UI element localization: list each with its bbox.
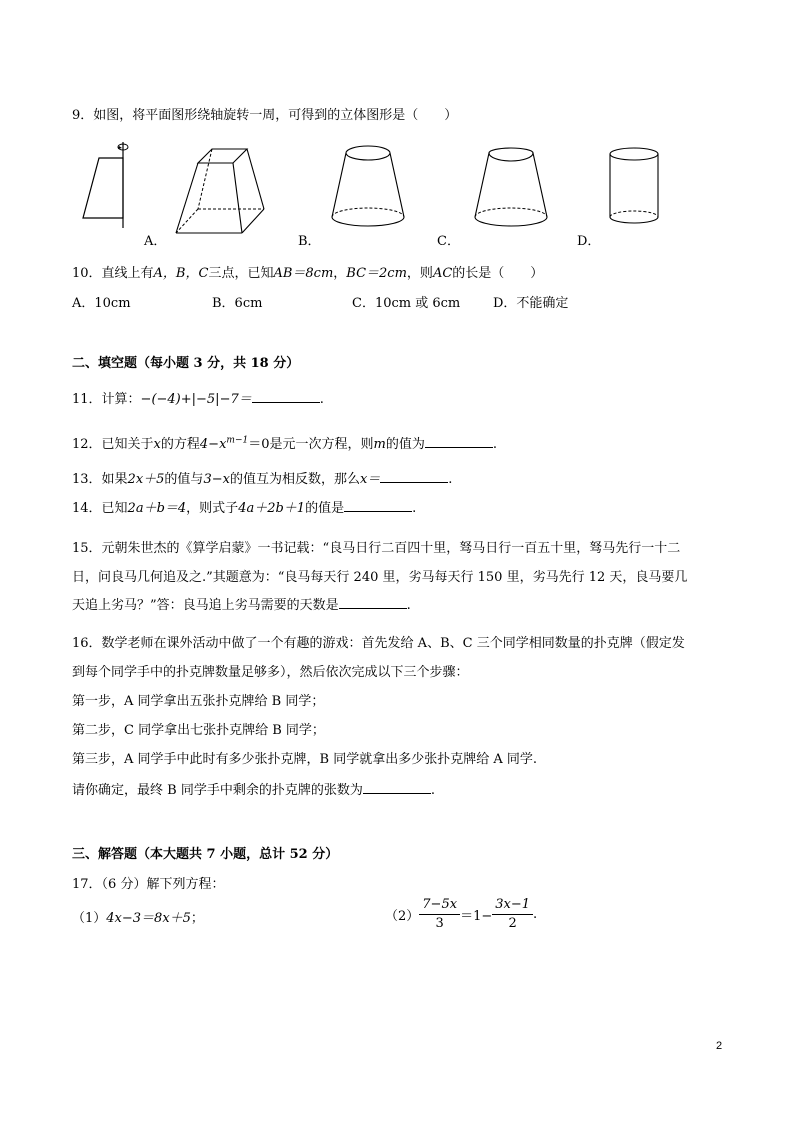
q9-option-c: C．	[437, 234, 460, 249]
q10-option-b: B．6cm	[212, 296, 263, 311]
page-number: 2	[716, 1040, 723, 1052]
q9-option-b: B．	[298, 234, 321, 249]
cylinder-figure	[606, 145, 662, 231]
q10-option-a: A．10cm	[72, 296, 131, 311]
q16-line-2: 到每个同学手中的扑克牌数量足够多），然后依次完成以下三个步骤：	[72, 665, 469, 680]
truncated-cone-up-figure	[327, 142, 409, 232]
q13: 13．如果2x＋5的值与3−x的值互为相反数，那么x＝ .	[72, 472, 453, 487]
q17-fraction-2: $\frac{3x-1}{2}$	[492, 896, 533, 933]
q10-option-d: D．不能确定	[493, 296, 569, 311]
q12: 12．已知关于x的方程$4-x^{m-1}=0$是元一次方程，则m的值为 .	[72, 435, 497, 452]
q15-line-2: 日，问良马几何追及之.”其题意为：“良马每天行 240 里，劣马每天行 150 里，劣马先行 12 天，良马要几	[72, 570, 688, 585]
q13-answer-blank	[380, 470, 448, 483]
q17-stem: 17．（6 分）解下列方程：	[72, 877, 225, 892]
q16-step-1: 第一步，A 同学拿出五张扑克牌给 B 同学；	[72, 694, 325, 709]
q9-option-d: D．	[577, 234, 601, 249]
q12-answer-blank	[425, 435, 493, 448]
q16-ask: 请你确定，最终 B 同学手中剩余的扑克牌的张数为 .	[72, 783, 435, 798]
rotating-trapezoid-figure	[78, 138, 138, 230]
q16-line-1: 16．数学老师在课外活动中做了一个有趣的游戏：首先发给 A、B、C 三个同学相同数量的扑克牌（假定发	[72, 636, 685, 651]
q9-option-a: A．	[144, 234, 167, 249]
q15-line-3: 天追上劣马？”答：良马追上劣马需要的天数是 .	[72, 598, 411, 613]
section-2-title: 二、填空题（每小题 3 分，共 18 分）	[72, 356, 300, 371]
q11-answer-blank	[252, 390, 320, 403]
q10-option-c: C．10cm 或 6cm	[352, 296, 461, 311]
q17-part-1: （1）4x−3＝8x＋5；	[72, 911, 204, 926]
q9-stem: 9．如图，将平面图形绕轴旋转一周，可得到的立体图形是（ ）	[72, 108, 458, 123]
q14-answer-blank	[344, 499, 412, 512]
q17-fraction-1: $\frac{7-5x}{3}$	[419, 896, 460, 933]
truncated-cone-down-figure	[470, 143, 552, 233]
q16-step-2: 第二步，C 同学拿出七张扑克牌给 B 同学；	[72, 723, 325, 738]
q16-answer-blank	[363, 781, 431, 794]
q10-stem: 10．直线上有A，B，C三点，已知AB＝8cm，BC＝2cm，则AC的长是（ ）	[72, 266, 544, 281]
q15-answer-blank	[339, 596, 407, 609]
q11: 11．计算：−(−4)+|−5|−7＝ .	[72, 392, 324, 407]
q16-step-3: 第三步，A 同学手中此时有多少张扑克牌，B 同学就拿出多少张扑克牌给 A 同学.	[72, 752, 537, 767]
q17-part-2: （2） $\frac{7-5x}{3}$ ＝1− $\frac{3x-1}{2}$ .	[385, 897, 538, 931]
section-3-title: 三、解答题（本大题共 7 小题，总计 52 分）	[72, 847, 339, 862]
q14: 14．已知2a＋b＝4，则式子4a＋2b＋1的值是 .	[72, 501, 417, 516]
q15-line-1: 15．元朝朱世杰的《算学启蒙》一书记载：“良马日行二百四十里，驽马日行一百五十里，驽马先行一十二	[72, 541, 681, 556]
frustum-figure	[172, 145, 268, 237]
